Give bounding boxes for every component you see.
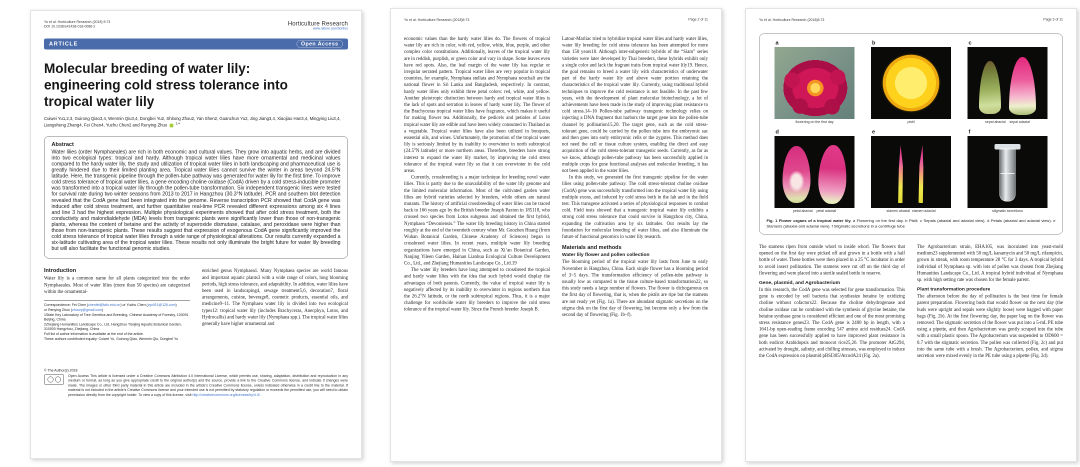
body-paragraph: In this research, the CodA gene was selected for gene transformation. This gene is encoded by soil bacteria that synthesize betaine by oxidizing choline without cofactors22. Because the choline dehydrogenase and choline oxidase can be combined with the synthesis of glycine betaine, the betaine synthase gene is considered efficient and one of the most promising stress resistance genes23. The CodA gene is 2400 bp in length, with a 1641-bp open-reading frame encoding 547 amino acid residues24. CodA gene has been successfully applied to have improved plant resistance in both eudicot Arabidopsis and monocot rice25,26. The promoter AtG294, activated by drought, salinity, and chilling stresses, was employed to induce the CodA expression on plasmid pBSI305/AtcodA24 (Fig. 2a). [759, 287, 905, 359]
correspondence-line-1: Correspondence: Fei Chen (chenfei@fafu.edu.cn) or Yuchu Chen (cyc911@126.com) [44, 303, 177, 308]
stamen-adaxial-shape [914, 145, 928, 203]
body-paragraph: In this study, we generated the first transgenic pipeline for the water lilies using pollen-tube pathway. The cold stress-tolerant choline oxidase (CodA) gene was successfully transformed into the tropical water lily using multiple exons, and induced by cold stress both in the lab and in the field test. This transgene activated a series of physiological responses to combat cold. Field tests showed that a transgenic tropical water lily exhibits a strong cold stress tolerance that could survive in Hangzhou city, China, expanding the cultivation area by six latitudes. Our results lay the foundation for molecular breeding of water lilies, and also illuminate the future of functional genomics in water lily research. [562, 174, 708, 240]
paper-page-2 [390, 8, 722, 462]
introduction-heading: Introduction [44, 267, 77, 274]
figure-panel-c: c sepal abaxial sepal adaxial [968, 40, 1048, 124]
photo-centrifuge-tube [968, 136, 1048, 208]
license-row [44, 374, 348, 398]
journal-url[interactable]: www.nature.com/hortres [312, 27, 348, 31]
page-3-columns [759, 244, 1063, 360]
petal-abaxial-shape [783, 146, 811, 203]
petal-adaxial-shape [817, 145, 847, 205]
figure-panel-e: e stamen abaxial stamen adaxial [871, 129, 951, 213]
page-1-right-column [202, 268, 348, 342]
journal-name: Horticulture Research [287, 20, 348, 27]
page-3-left-column [759, 244, 905, 360]
equal-contribution-note: These authors contributed equally: Cuiwei Yu, Guirong Qiao, Wenmin Qiu, Dongbei Yu [44, 337, 179, 342]
journal-block [288, 20, 348, 31]
orcid-icon[interactable] [169, 123, 173, 127]
page-number: Page 3 of 11 [1043, 18, 1063, 22]
body-paragraph: The stamens ripen from outside whorl to inside whorl. The flowers that opened on the first day were picked off and grown in a bottle with a half bottle of water. These bottles were then placed in a 25 °C incubator in order to avoid insect pollination. The stamens were cut off on the third day of flowering and were placed into a sterile sealed bottle in reserve. [759, 244, 905, 276]
page-3-content [746, 9, 1076, 461]
figure-panel-f: f stigmatic secretions [968, 129, 1048, 213]
page-number: Page 2 of 11 [688, 18, 708, 22]
title-line-1: Molecular breeding of water lily: [44, 61, 251, 76]
author-list [44, 116, 348, 128]
email-link-renying-zhuo[interactable]: zhuory@gmail.com [72, 308, 103, 313]
license-text: Open Access This article is licensed under a Creative Commons Attribution 4.0 International License, which permits use, sharing, adaptation, distribution and reproduction in any medium or format, as long as you give appropriate credit to the original author(s) and the source, provide a link to the Creative Commons license, and indicate if changes were made. The images or other third party material in this article are included in the article’s Creative Commons license, unless indicated otherwise in a credit line to the material. If material is not included in the article’s Creative Commons license and your intended use is not permitted by statutory regulation or exceeds the permitted use, you will need to obtain permission directly from the copyright holder. To view a copy of this license, visit http://creativecommons.org/licenses/by/4.0/. [68, 374, 348, 397]
title-line-2: engineering cold stress tolerance into [44, 77, 288, 93]
affiliation-1: 1State Key Laboratory of Tree Genetics and Breeding, Chinese Academy of Forestry, 100091 Beijing, China [44, 313, 189, 322]
abstract-box [44, 136, 348, 259]
plant-transformation-heading: Plant transformation procedure [917, 286, 991, 293]
page-2-columns [404, 36, 708, 319]
body-paragraph: Latour-Marliac tried to hybridize tropical water lilies and hardy water lilies, water lily breeding for cold stress tolerance has been attempted for more than 150 years18. Although inter-subgeneric hybrids of the “Siam” series varieties were later developed by Thai breeders, these hybrids exhibit only a single color and lack the fragrant traits from tropical water lily19. Hence, the goal remains to breed a water lily with characteristics of underwater part of the hardy water lily and above water portion retaining the characteristics of the tropical water lily. Currently, using traditional hybrid techniques to improve the cold resistance is not feasible. In the past few years, with the development of plant molecular biotechnology, a lot of achievements have been made in the study of improving plant resistance to cold stress.14–16 Pollen-tube pathway transgenic technology relies on injecting a DNA fragment that harbors the target gene into the pollen-tube channel by pollination15,20. The target gene, such as the cold stress-tolerant gene, could be carried by the pollen tube into the embryonic sac and then goes into early embryonic cells or the zygotes. This method does not need the cell or tissue culture system, enabling the direct and easy acquisition of the cold stress-tolerant transgenic seeds. Currently, as far as we know, although pollen-tube pathway has been successfully applied in multiple crops for gene functional analyses and molecular breeding, it has not been applied in the water lilies. [562, 36, 708, 174]
license-link[interactable]: http://creativecommons.org/licenses/by/4.0/. [192, 393, 261, 397]
page-1-columns [44, 268, 348, 342]
article-banner [44, 39, 348, 50]
cc-icon [47, 377, 53, 383]
photo-sepals [968, 47, 1048, 119]
email-link-fei-chen[interactable]: chenfei@fafu.edu.cn [88, 303, 121, 308]
title-line-3: tropical water lily [44, 94, 155, 109]
figure-panel-a: a flowering on the first day [775, 40, 855, 124]
author-affiliation-sup: 3,4 [175, 122, 180, 126]
footnotes [44, 303, 190, 342]
affiliation-2: 2Zhejiang Humanities Landscape Co., Ltd, Hangzhou Tianjing Aquatic Botanical Garden, 310000 Hangzhou, Zhejiang, China [44, 323, 182, 332]
copyright-line: © The Author(s) 2018 [44, 369, 78, 373]
article-title [44, 61, 348, 111]
page-2-right-column [562, 36, 708, 319]
page-2-content [391, 9, 721, 461]
page-1-left-column [44, 268, 190, 342]
page-3-right-column [917, 244, 1063, 360]
abstract-heading: Abstract [51, 141, 74, 148]
email-link-yuchu-chen[interactable]: cyc911@126.com [147, 303, 176, 308]
by-icon [55, 377, 61, 383]
figure-row-1 [767, 40, 1056, 124]
body-paragraph: The afternoon before the day of pollination is the best time for female parent preparation. Flowering buds that would flower on the next day (the buds were upright and sepals were slightly loose) were bagged with paper bags (Fig. 2b). At the first flowering day, the paper bag on the flower was removed. The stigmatic secretion of the flower was put into a 5-mL PE tube using a pipette, and then Agrobacterium was gently scraped into the tube with a small plastic spoon. The Agrobacterium was suspended to OD600 = 0.7 with the stigmatic secretion. The pollen was collected (Fig. 2c) and put into the same tube with a brush. The Agrobacterium, pollen, and stigma secretion were mixed evenly in the PE tube using a pipette (Fig. 2d). [917, 293, 1063, 359]
page-2-header [404, 18, 708, 23]
photo-petals [775, 136, 855, 208]
body-paragraph: The blooming period of the tropical water lily lasts from June to early November in Hangzhou, China. Each single flower has a blooming period of 3~5 days. The transformation efficiency of pollen-tube pathway is usually low as compared to the tissue culture-based transformation22, so this study needs a large number of flowers. The flower is dichogamous on the first day of flowering, that is, when the pistils are ripe but the stamens are not ready yet (Fig. 1a). There are abundant stigmatic secretions on the stigma disk on the first day of flowering, but become only a few from the second day of flowering (Fig. 1b–f). [562, 259, 708, 318]
correspondence-line-2: or Renying Zhuo (zhuory@gmail.com) [44, 308, 104, 313]
footnote-divider [44, 300, 190, 301]
introduction-continued-paragraph: enriched genus Nymphaea1. Many Nymphaea species are world famous and important aquatic plants3 with a wide range of colors, long blooming periods, high stress tolerance, and adaptability. In addition, water lilies have been used in landscaping4, sewage treatment5,6, decoration7, floral arrangements, cuisine, beverage8, cosmetic products, essential oils, and medicine9–11. The Nymphaea water lily is divided into two ecological types12: tropical water lily (includes Brachyceras, Anecphya, Lotos, and Hydrocallis) and hardy water lily (Nymphaea spp.). The tropical water lilies generally have higher ornamental and [202, 268, 348, 327]
body-paragraph: Currently, crossbreeding is a major technique for breeding novel water lilies. This is partly due to the unavailability of the water lily genome and the limited molecular information. Most of the cultivated garden water lilies are hybrid varieties selected by breeders, while others are natural mutants. The history of artificial crossbreeding of water lilies can be traced back to 166 years ago by the British breeder Joseph Paxton in 185118, who crossed two species from Lotos subgenus and obtained the first hybrid, Nymphaea “Devoniensis.” The water lily breeding history in China started roughly at the end of the twentieth century when Mr. Guozhen Huang (from Wuhan Botanical Garden, Chinese Academy of Sciences) began to crossbreed water lilies. In recent years, multiple water lily breeding organizations have emerged in China, such as Xi’an Botanical Garden, Nanjing Yileen Garden, Hainan Lianhua Ecological Culture Development Co., Ltd., and Zhejiang Humanities Landscape Co., Ltd.19 [404, 174, 550, 266]
license-block [44, 369, 348, 398]
page-2-left-column [404, 36, 550, 319]
introduction-paragraph: Water lily is a common name for all plants categorized into the order Nymphaeales. Most of water lilies (more than 50 species) are categorized within the ornamental- [44, 275, 190, 295]
figure-row-2 [767, 129, 1056, 213]
author-names: Cuiwei Yu1,2,3, Guirong Qiao3,4, Wenmin Qiu3,4, Dongbei Yu2, Shitong Zhou2, Yan Shen2, Guanchun Yu2, Jing Jiang3,4, Xiaojiao Han3,4, Mingying Liu3,4, Liangsheng Zhang4, Fei Chen4, Yuchu Chen2 and Renying Zhuo [44, 116, 341, 128]
citation-line: Yu et al. Horticulture Research (2018) 5:73 [44, 20, 111, 24]
citation-block [44, 20, 110, 29]
figure-1-caption: Fig. 1 Flower organs of a tropical water lily. a Flowering on the first day. b Pistil. c Sepals (abaxial and adaxial view). d Petals (abaxial and adaxial view). e Stamens (abaxial and adaxial view). f Stigmatic secretions in a centrifuge tube [766, 218, 1056, 229]
figure-panel-d: d petal abaxial petal adaxial [775, 129, 855, 213]
body-paragraph: economic values than the hardy water lilies do. The flowers of tropical water lily are rich in color, with red, yellow, white, blue, purple, and other complex color constitutions. Additionally, leaves of the tropical water lily are in reddish, purplish, or green color and vary in shape. Some leaves even have red spots. Also, the leaf margin of the water lily has regular or irregular serrated pattern. Tropical water lilies are very popular in tropical countries, for example, Nymphaea stellata and Nymphaea nouchali are the national flower in Sri Lanka and Bangladesh, respectively. In contrast, hardy water lilies only exhibit three petal colors: red, white, and yellow. Another pleiotropic distinction between hardy and tropical water lilies is the lack of spots and serration in leaves of hardy water lily. The flower of the Brachyceras tropical water lilies have fragrance, which makes it useful for making flower tea. Additionally, the pedicels and petioles of Lotos tropical water lily are edible and have been widely consumed in Thailand as a vegetable. Tropical water lilies have also been utilized in bouquets, essential oils, and wines. Unfortunately, the promotion of the tropical water lily is seriously limited by its inability to overwinter in north subtropical (24.5°N latitude) or more northern areas. Therefore, breeders have strong interest to expand the water lily market, by improving the cold stress tolerance of the tropical water lily so that it can overwinter in the cold areas. [404, 36, 550, 174]
gene-plasmid-heading: Gene, plasmid, and Agrobacterium [759, 280, 840, 286]
figure-panel-b: b pistil [871, 40, 951, 124]
materials-methods-heading: Materials and methods [562, 244, 622, 251]
article-type-label: ARTICLE [49, 41, 79, 47]
centrifuge-tube-shape [994, 144, 1021, 204]
doi-line: DOI 10.1038/s41438-018-0086-2 [44, 25, 96, 29]
author-info-note: Full list of author information is available at the end of the article. [44, 332, 144, 337]
figure-1-box [759, 34, 1063, 235]
open-access-label: Open Access [297, 40, 343, 48]
stamen-abaxial-shape [895, 145, 907, 203]
photo-stamens [871, 136, 951, 208]
body-paragraph: The water lily breeders have long attempted to crossbreed the tropical and hardy water lilies with the idea that such hybrid would display the advantages of both parents. Currently, the value of tropical water lily is negatively affected by its inability to overwinter in regions northern than the 26.2°N latitude, or the north subtropical regions. Thus, it is a major challenge for worldwide water lily breeders to improve the cold stress tolerance of the tropical water lily. Since the French breeder Joseph B. [404, 267, 550, 313]
page-1-header [44, 20, 348, 31]
abstract-text: Water lilies (order Nymphaeales) are rich in both economic and cultural values. They grow into aquatic herbs, and are divided into two ecological types: tropical and hardy. Although tropical water lilies have more ornamental and medicinal values compared to the hardy water lily, the study and utilization of tropical water lilies in both landscaping and pharmaceutical use is greatly hindered due to their limited planting area. Tropical water lilies cannot survive the winter in areas beyond 24.5°N latitude. Here, the transgenic pipeline through the pollen-tube pathway was generated for water lily for the first time. To improve cold stress tolerance of tropical water lilies, a gene encoding choline oxidase (CodA) driven by a cold stress-inducible promoter was transformed into a tropical water lily through the pollen-tube transformation. Six independent transgenic lines were tested for survival rate during two winter seasons from 2013 to 2017 in Hangzhou (30.3°N latitude). PCR and southern blot detection revealed that the CodA gene had been integrated into the genome. Reverse transcription PCR showed that CodA gene was induced after cold stress treatment, and further quantitative real-time PCR revealed different expressions among six 4 lines and line 3 had the highest expression. Multiple physiological experiments showed that after cold stress treatment, both the conductivity and malondialdehyde (MDA) levels from transgenic plants were significantly lower than those of non-transgenic plants, whereas the content of betaine and the activity of superoxide dismutase, catalase, and peroxidase were higher than those from non-transgenic plants. These results suggest that expression of exogenous CodA gene significantly improved the cold stress tolerance of tropical water lilies through a wide range of physiological alterations. Our results currently expanded a six-latitude cultivating area of the tropical water lilies. These results not only illuminate the bright future for water lily breeding but will also facilitate the functional genomic studies. [51, 149, 341, 252]
sepal-abaxial-shape [979, 61, 1001, 114]
page-3-header [759, 18, 1063, 23]
paper-page-3 [745, 8, 1077, 462]
body-paragraph: The Agrobacterium strain, EHA105, was inoculated into yeast-mold medium23 supplemented with 50 mg/L kanamycin and 50 mg/L rifampicin, grown in streak, with room temperature 28 °C for 3 days. A tropical hybrid individual of Nymphaea sp. with lots of pollen was chosen from Zhejiang Humanities Landscape Co., Ltd. A tropical hybrid individual of Nymphaea sp. with high setting rate was chosen for the female parent. [917, 244, 1063, 283]
flower-pollen-subheading: Water lily flower and pollen collection [562, 252, 650, 258]
running-head: Yu et al. Horticulture Research (2018)5:73 [404, 18, 470, 22]
cc-by-badge-icon[interactable] [44, 374, 64, 385]
page-1-content [31, 11, 361, 459]
photo-pistil-disk [871, 47, 951, 119]
photo-flower-first-day [775, 47, 855, 119]
paper-page-1 [30, 10, 362, 459]
sepal-adaxial-shape [1009, 57, 1036, 115]
running-head: Yu et al. Horticulture Research (2018)5:73 [759, 18, 825, 22]
